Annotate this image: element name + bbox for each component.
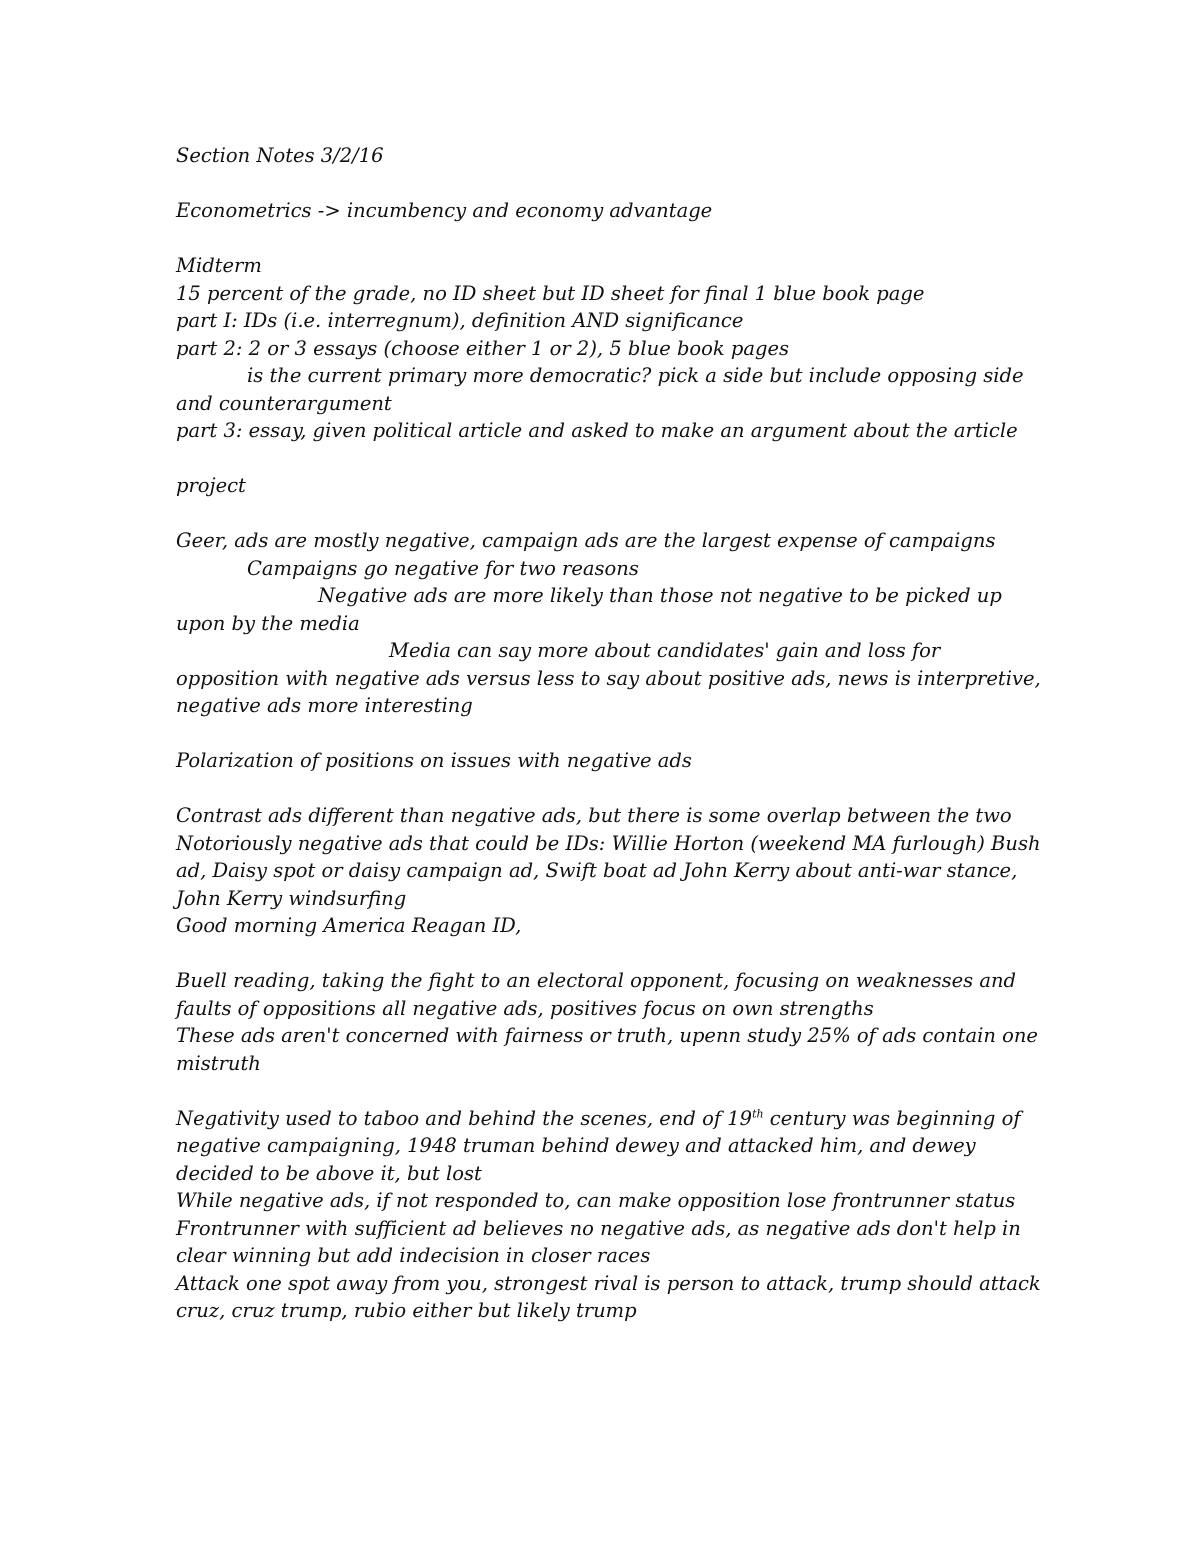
econometrics-line: Econometrics -> incumbency and economy advantage <box>176 199 713 222</box>
spacer <box>176 170 1036 198</box>
buell-line: faults of oppositions all negative ads, positives focus on own strengths <box>176 996 874 1020</box>
superscript-th: th <box>752 1107 764 1120</box>
negativity-line: clear winning but add indecision in closer races <box>176 1244 651 1267</box>
polarization-line: Polarization of positions on issues with negative ads <box>176 749 692 772</box>
negativity-line <box>176 1105 1036 1133</box>
contrast-line: Good morning America Reagan ID, <box>176 914 522 937</box>
spacer <box>176 1077 1036 1105</box>
contrast-line: ad, Daisy spot or daisy campaign ad, Swift boat ad John Kerry about anti-war stance, <box>176 859 1018 882</box>
spacer <box>176 775 1036 803</box>
midterm-line: and counterargument <box>176 391 392 415</box>
geer-line: upon by the media <box>176 611 360 635</box>
notes-body <box>176 142 1041 1325</box>
midterm-line: part 2: 2 or 3 essays (choose either 1 or 2), 5 blue book pages <box>176 336 790 360</box>
geer-line: Negative ads are more likely than those not negative to be picked up <box>318 584 1002 607</box>
negativity-line: cruz, cruz trump, rubio either but likely trump <box>176 1299 637 1322</box>
negativity-text: Negativity used to taboo and behind the scenes, end of 19 <box>176 1106 753 1130</box>
geer-line: negative ads more interesting <box>176 694 473 717</box>
geer-line: opposition with negative ads versus less to say about positive ads, news is interpretive, <box>176 666 1041 690</box>
contrast-line: John Kerry windsurfing <box>176 886 407 910</box>
spacer <box>176 940 1036 968</box>
spacer <box>176 445 1036 473</box>
spacer <box>176 225 1036 253</box>
geer-line: Media can say more about candidates' gain and loss for <box>389 639 941 662</box>
negativity-line: While negative ads, if not responded to, can make opposition lose frontrunner status <box>176 1189 1016 1212</box>
midterm-line: part I: IDs (i.e. interregnum), definition AND significance <box>176 309 744 332</box>
negativity-line: Attack one spot away from you, strongest rival is person to attack, trump should attack <box>176 1271 1041 1295</box>
midterm-line: 15 percent of the grade, no ID sheet but ID sheet for final 1 blue book page <box>176 281 925 305</box>
negativity-line: decided to be above it, but lost <box>176 1161 482 1185</box>
negativity-line: negative campaigning, 1948 truman behind dewey and attacked him, and dewey <box>176 1134 976 1157</box>
negativity-text: century was beginning of <box>763 1106 1021 1130</box>
buell-line: Buell reading, taking the fight to an electoral opponent, focusing on weaknesses and <box>176 969 1017 992</box>
page-title: Section Notes 3/2/16 <box>176 144 384 167</box>
midterm-line: part 3: essay, given political article and asked to make an argument about the article <box>176 419 1018 442</box>
contrast-line: Notoriously negative ads that could be IDs: Willie Horton (weekend MA furlough) Bush <box>176 831 1041 855</box>
project-line: project <box>176 474 246 497</box>
midterm-heading: Midterm <box>176 254 262 277</box>
spacer <box>176 500 1036 528</box>
buell-line: mistruth <box>176 1051 261 1075</box>
buell-line: These ads aren't concerned with fairness or truth, upenn study 25% of ads contain one <box>176 1024 1038 1047</box>
geer-line: Geer, ads are mostly negative, campaign ads are the largest expense of campaigns <box>176 529 996 552</box>
spacer <box>176 720 1036 748</box>
midterm-line: is the current primary more democratic? pick a side but include opposing side <box>247 364 1024 387</box>
contrast-line: Contrast ads different than negative ads, but there is some overlap between the two <box>176 804 1012 827</box>
geer-line: Campaigns go negative for two reasons <box>247 556 639 580</box>
negativity-line: Frontrunner with sufficient ad believes no negative ads, as negative ads don't help in <box>176 1216 1021 1240</box>
